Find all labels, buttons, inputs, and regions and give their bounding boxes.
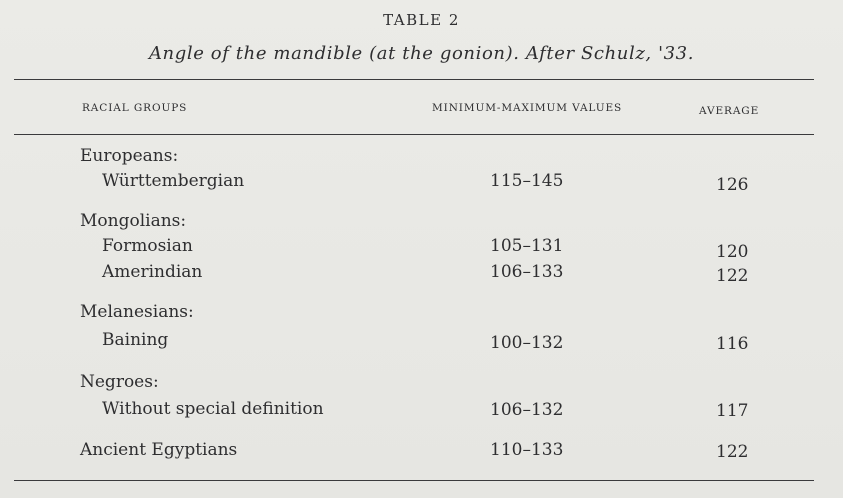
row-label: Formosian <box>102 236 193 256</box>
row-average: 117 <box>716 401 749 421</box>
column-header-racial-groups: RACIAL GROUPS <box>82 102 188 114</box>
row-label: Mongolians: <box>80 211 187 231</box>
row-label: Württembergian <box>102 171 245 191</box>
row-average: 122 <box>716 442 749 462</box>
row-average: 122 <box>716 266 749 286</box>
table-row-amerindian <box>0 262 843 286</box>
row-average: 120 <box>716 242 749 262</box>
table-number: TABLE 2 <box>383 11 460 29</box>
table-row-without-special-definition <box>0 399 843 423</box>
table-row-baining <box>0 330 843 354</box>
table-row-group-negroes <box>0 372 843 396</box>
top-rule <box>14 79 814 80</box>
row-label: Ancient Egyptians <box>80 440 238 460</box>
row-average: 116 <box>716 334 749 354</box>
bottom-rule <box>14 480 814 481</box>
row-range: 115–145 <box>490 171 564 191</box>
row-range: 106–133 <box>490 262 564 282</box>
column-header-min-max-values: MINIMUM-MAXIMUM VALUES <box>432 102 623 114</box>
table-row-ancient-egyptians <box>0 440 843 464</box>
row-average: 126 <box>716 175 749 195</box>
row-range: 110–133 <box>490 440 564 460</box>
row-label: Without special definition <box>102 399 324 419</box>
header-rule <box>14 134 814 135</box>
table-row-group-europeans <box>0 146 843 170</box>
row-label: Negroes: <box>80 372 159 392</box>
row-range: 105–131 <box>490 236 564 256</box>
row-label: Europeans: <box>80 146 179 166</box>
column-header-average: AVERAGE <box>699 105 760 117</box>
row-range: 100–132 <box>490 333 564 353</box>
row-label: Baining <box>102 330 169 350</box>
table-caption: Angle of the mandible (at the gonion). After Schulz, '33. <box>148 43 695 64</box>
row-label: Amerindian <box>102 262 203 282</box>
table-row-formosian <box>0 236 843 260</box>
row-label: Melanesians: <box>80 302 194 322</box>
table-row-wurttembergian <box>0 171 843 195</box>
table-row-group-mongolians <box>0 211 843 235</box>
table-row-group-melanesians <box>0 302 843 326</box>
row-range: 106–132 <box>490 400 564 420</box>
